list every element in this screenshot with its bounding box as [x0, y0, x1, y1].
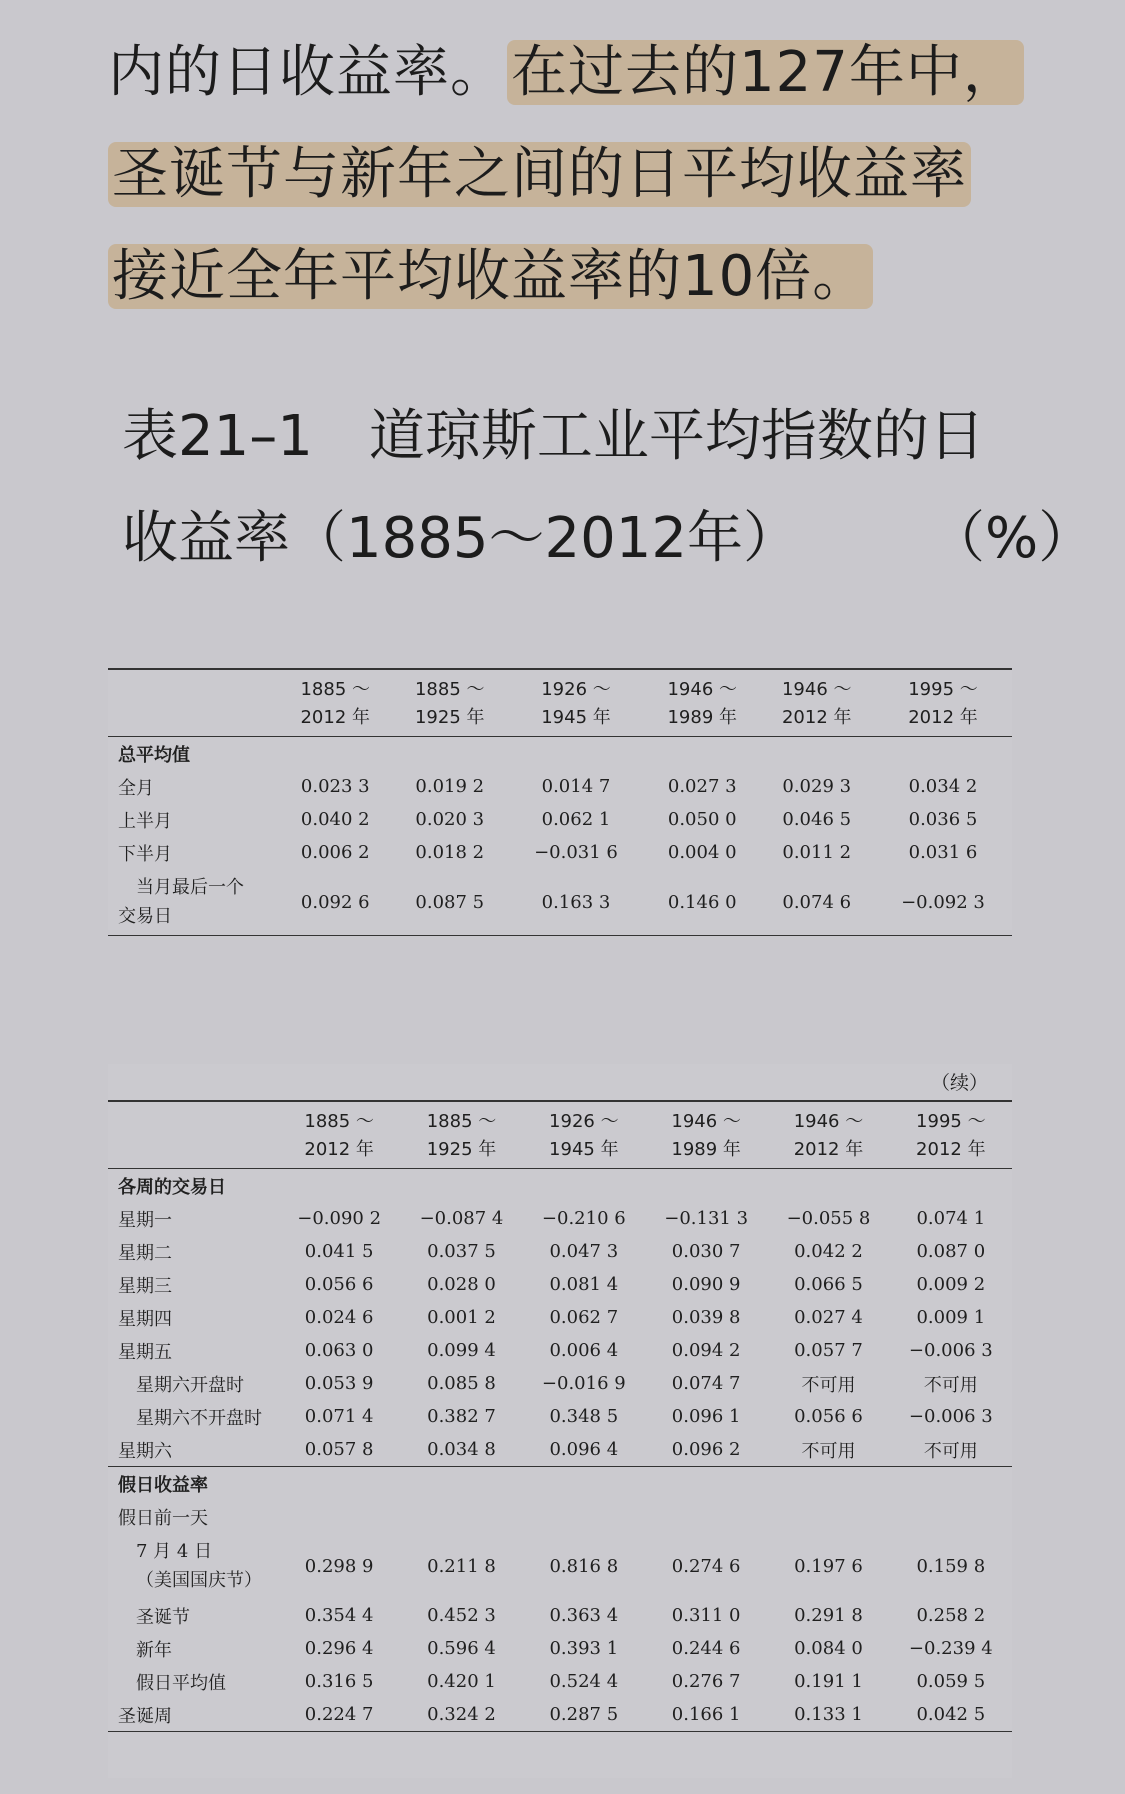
- section-label: 各周的交易日: [118, 1176, 226, 1198]
- row-label: 圣诞节: [136, 1606, 190, 1628]
- paragraph-line-1: [108, 22, 1028, 124]
- row-label: 全月: [118, 777, 154, 799]
- table-row: [108, 1400, 1012, 1433]
- table-row: [108, 1301, 1012, 1334]
- table-row: [108, 1500, 1012, 1533]
- value-cell: 0.146 0: [645, 869, 760, 936]
- value-cell: 0.197 6: [794, 1555, 863, 1577]
- table-title: [122, 386, 1095, 590]
- row-label: 星期六不开盘时: [136, 1407, 262, 1429]
- table-row: [108, 869, 1012, 936]
- value-cell: 0.062 7: [549, 1307, 619, 1328]
- value-cell: 0.074 1: [916, 1208, 986, 1229]
- table-title-line-2: [122, 488, 1095, 590]
- value-cell: 0.096 2: [671, 1439, 741, 1460]
- table-row: [108, 1698, 1012, 1732]
- section-row: [108, 1467, 1012, 1501]
- value-cell: 0.042 5: [890, 1698, 1012, 1732]
- period-header: 1885 ～ 2012 年: [278, 1101, 400, 1169]
- value-cell: 0.036 5: [908, 809, 978, 830]
- value-cell: 不可用: [801, 1374, 856, 1396]
- value-cell: 不可用: [923, 1440, 978, 1462]
- value-cell: 0.096 4: [549, 1439, 619, 1460]
- value-cell: −0.090 2: [297, 1208, 382, 1229]
- value-cell: 0.023 3: [300, 776, 370, 797]
- period-header: 1946 ～ 1989 年: [645, 669, 760, 737]
- value-cell: −0.210 6: [541, 1208, 626, 1229]
- table-row: [108, 803, 1012, 836]
- paragraph-line-2: [108, 124, 1028, 226]
- row-label: 当月最后一个 交易日: [108, 869, 278, 936]
- table-row: [108, 770, 1012, 803]
- table-row: [108, 836, 1012, 869]
- value-cell: 0.057 8: [304, 1439, 374, 1460]
- table-row: [108, 1533, 1012, 1599]
- table-body: [108, 1169, 1012, 1732]
- highlighted-text[interactable]: 接近全年平均收益率的10倍。: [108, 244, 873, 309]
- row-label: 星期三: [118, 1275, 172, 1297]
- value-cell: 0.042 2: [794, 1241, 863, 1262]
- value-cell: −0.131 3: [664, 1208, 749, 1229]
- paragraph-text: 内的日收益率。: [108, 40, 507, 105]
- value-cell: 0.090 9: [671, 1274, 741, 1295]
- value-cell: 0.034 2: [908, 776, 978, 797]
- row-label: 7 月 4 日 （美国国庆节）: [136, 1541, 262, 1591]
- value-cell: 0.046 5: [782, 809, 852, 830]
- value-cell: 0.037 5: [427, 1241, 496, 1262]
- section-label: 总平均值: [118, 744, 190, 766]
- value-cell: 0.006 2: [300, 842, 370, 863]
- highlighted-text[interactable]: 在过去的127年中，: [507, 40, 1024, 105]
- value-cell: −0.006 3: [908, 1406, 993, 1427]
- value-cell: 0.816 8: [549, 1555, 619, 1577]
- period-header: 1926 ～ 1945 年: [523, 1101, 645, 1169]
- data-table: [108, 1100, 1012, 1732]
- table-row: [108, 1235, 1012, 1268]
- value-cell: 0.258 2: [916, 1605, 986, 1626]
- value-cell: 0.006 4: [549, 1340, 619, 1361]
- value-cell: 0.019 2: [415, 776, 485, 797]
- value-cell: 0.287 5: [523, 1698, 645, 1732]
- value-cell: 0.084 0: [794, 1638, 863, 1659]
- value-cell: 0.324 2: [400, 1698, 522, 1732]
- value-cell: 0.074 7: [671, 1373, 741, 1394]
- value-cell: 0.354 4: [304, 1605, 374, 1626]
- value-cell: 0.050 0: [667, 809, 737, 830]
- paragraph-line-3: [108, 226, 1028, 328]
- row-label: 星期五: [118, 1341, 172, 1363]
- value-cell: 0.053 9: [304, 1373, 374, 1394]
- value-cell: −0.239 4: [908, 1638, 993, 1659]
- table-body: [108, 737, 1012, 936]
- table-row: [108, 1334, 1012, 1367]
- value-cell: 0.382 7: [427, 1406, 496, 1427]
- value-cell: 0.014 7: [541, 776, 611, 797]
- row-label: 星期四: [118, 1308, 172, 1330]
- table-title-line-1: 表21–1 道琼斯工业平均指数的日: [122, 404, 985, 469]
- value-cell: 0.009 2: [916, 1274, 986, 1295]
- value-cell: 0.028 0: [427, 1274, 496, 1295]
- value-cell: 0.024 6: [304, 1307, 374, 1328]
- period-header: 1885 ～ 1925 年: [393, 669, 508, 737]
- row-label: 新年: [136, 1639, 172, 1661]
- value-cell: 0.296 4: [304, 1638, 374, 1659]
- table-header-row: [108, 1101, 1012, 1169]
- row-label: 星期六: [118, 1440, 172, 1462]
- value-cell: 0.040 2: [300, 809, 370, 830]
- value-cell: 0.274 6: [671, 1555, 741, 1577]
- table-row: [108, 1433, 1012, 1467]
- value-cell: 0.099 4: [427, 1340, 496, 1361]
- value-cell: 0.004 0: [667, 842, 737, 863]
- value-cell: −0.055 8: [786, 1208, 871, 1229]
- value-cell: −0.031 6: [534, 842, 618, 863]
- table-unit-label: （%）: [929, 506, 1095, 571]
- header-corner: [108, 1101, 278, 1169]
- value-cell: 0.211 8: [427, 1555, 496, 1577]
- section-label: 假日收益率: [108, 1467, 1012, 1501]
- value-cell: 0.087 5: [393, 869, 508, 936]
- table-header-row: [108, 669, 1012, 737]
- value-cell: 0.009 1: [916, 1307, 986, 1328]
- section-row: [108, 737, 1012, 771]
- value-cell: 0.276 7: [671, 1671, 741, 1692]
- period-header: 1946 ～ 1989 年: [645, 1101, 767, 1169]
- row-label: 圣诞周: [108, 1698, 278, 1732]
- table-row: [108, 1202, 1012, 1235]
- highlighted-text[interactable]: 圣诞节与新年之间的日平均收益率: [108, 142, 971, 207]
- highlighted-paragraph: [108, 22, 1028, 328]
- continued-label: （续）: [930, 1072, 988, 1094]
- row-label: 假日前一天: [118, 1507, 208, 1529]
- value-cell: 0.159 8: [916, 1555, 986, 1577]
- value-cell: 0.027 3: [667, 776, 737, 797]
- value-cell: 0.524 4: [549, 1671, 619, 1692]
- value-cell: 0.001 2: [427, 1307, 496, 1328]
- row-label: 下半月: [118, 843, 172, 865]
- value-cell: 0.011 2: [782, 842, 852, 863]
- value-cell: 0.030 7: [671, 1241, 741, 1262]
- value-cell: 0.452 3: [427, 1605, 496, 1626]
- table-row: [108, 1367, 1012, 1400]
- value-cell: 0.056 6: [794, 1406, 863, 1427]
- value-cell: 0.363 4: [549, 1605, 619, 1626]
- value-cell: 0.056 6: [304, 1274, 374, 1295]
- table-row: [108, 1599, 1012, 1632]
- period-header: 1946 ～ 2012 年: [767, 1101, 889, 1169]
- value-cell: 0.393 1: [549, 1638, 619, 1659]
- value-cell: 0.166 1: [645, 1698, 767, 1732]
- value-cell: 0.047 3: [549, 1241, 619, 1262]
- table-row: [108, 1665, 1012, 1698]
- row-label: 星期六开盘时: [136, 1374, 244, 1396]
- returns-table-part-1: [108, 668, 1012, 930]
- value-cell: 0.420 1: [427, 1671, 496, 1692]
- value-cell: 0.063 0: [304, 1340, 374, 1361]
- value-cell: 0.244 6: [671, 1638, 741, 1659]
- value-cell: 0.291 8: [794, 1605, 863, 1626]
- row-label: 星期二: [118, 1242, 172, 1264]
- value-cell: 0.057 7: [794, 1340, 863, 1361]
- period-header: 1995 ～ 2012 年: [890, 1101, 1012, 1169]
- value-cell: 0.041 5: [304, 1241, 374, 1262]
- value-cell: 0.034 8: [427, 1439, 496, 1460]
- value-cell: 0.087 0: [916, 1241, 986, 1262]
- value-cell: −0.092 3: [874, 869, 1012, 936]
- value-cell: 0.059 5: [916, 1671, 986, 1692]
- period-header: 1995 ～ 2012 年: [874, 669, 1012, 737]
- row-label: 星期一: [118, 1209, 172, 1231]
- value-cell: 0.224 7: [278, 1698, 400, 1732]
- period-header: 1885 ～ 2012 年: [278, 669, 393, 737]
- returns-table-part-2: [108, 1064, 1012, 1778]
- period-header: 1926 ～ 1945 年: [507, 669, 645, 737]
- table-row: [108, 1268, 1012, 1301]
- value-cell: 0.298 9: [304, 1555, 374, 1577]
- row-label: 假日平均值: [136, 1672, 226, 1694]
- value-cell: 0.071 4: [304, 1406, 374, 1427]
- data-table: [108, 668, 1012, 936]
- value-cell: 0.348 5: [549, 1406, 619, 1427]
- value-cell: 0.029 3: [782, 776, 852, 797]
- value-cell: 0.596 4: [427, 1638, 496, 1659]
- value-cell: 0.092 6: [278, 869, 393, 936]
- value-cell: 0.191 1: [794, 1671, 863, 1692]
- value-cell: 不可用: [923, 1374, 978, 1396]
- value-cell: 0.066 5: [794, 1274, 863, 1295]
- value-cell: 0.163 3: [507, 869, 645, 936]
- table-row: [108, 1632, 1012, 1665]
- value-cell: −0.016 9: [541, 1373, 626, 1394]
- value-cell: 0.062 1: [541, 809, 611, 830]
- value-cell: −0.087 4: [419, 1208, 504, 1229]
- value-cell: 0.031 6: [908, 842, 978, 863]
- header-corner: [108, 669, 278, 737]
- value-cell: 0.094 2: [671, 1340, 741, 1361]
- value-cell: 0.081 4: [549, 1274, 619, 1295]
- value-cell: 0.074 6: [759, 869, 874, 936]
- value-cell: 0.085 8: [427, 1373, 496, 1394]
- value-cell: 0.133 1: [767, 1698, 889, 1732]
- table-title-text: 收益率（1885～2012年）: [122, 506, 800, 571]
- value-cell: 0.311 0: [671, 1605, 741, 1626]
- value-cell: 0.018 2: [415, 842, 485, 863]
- value-cell: 0.039 8: [671, 1307, 741, 1328]
- value-cell: 不可用: [801, 1440, 856, 1462]
- section-row: [108, 1169, 1012, 1203]
- value-cell: 0.020 3: [415, 809, 485, 830]
- period-header: 1946 ～ 2012 年: [759, 669, 874, 737]
- row-label: 上半月: [118, 810, 172, 832]
- value-cell: 0.316 5: [304, 1671, 374, 1692]
- period-header: 1885 ～ 1925 年: [400, 1101, 522, 1169]
- value-cell: −0.006 3: [908, 1340, 993, 1361]
- value-cell: 0.027 4: [794, 1307, 863, 1328]
- value-cell: 0.096 1: [671, 1406, 741, 1427]
